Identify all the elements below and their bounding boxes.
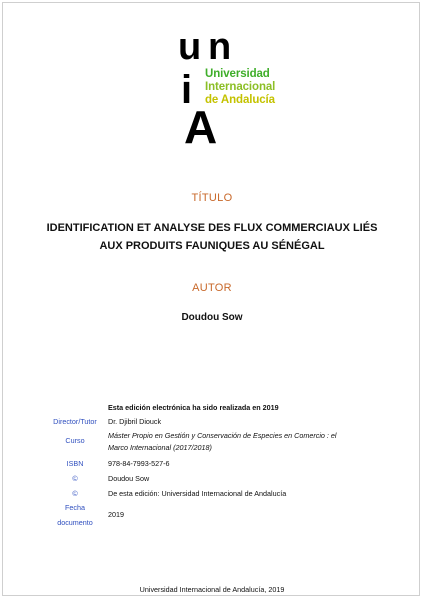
page-footer: Universidad Internacional de Andalucía, 2019	[139, 585, 285, 594]
director-label: Director/Tutor	[53, 417, 97, 426]
edition-note: Esta edición electrónica ha sido realizada en 2019	[108, 403, 279, 412]
copyright-symbol-1: ©	[72, 474, 78, 483]
fecha-label-line-1: Fecha	[65, 503, 85, 512]
isbn-value: 978-84-7993-527-6	[108, 459, 170, 468]
logo-letter-a: A	[184, 101, 218, 153]
logo-letter-i: i	[181, 68, 193, 112]
autor-label: AUTOR	[192, 282, 232, 294]
curso-value-line-2: Marco Internacional (2017/2018)	[108, 443, 212, 452]
curso-value-line-1: Máster Propio en Gestión y Conservación de Especies en Comercio : el	[108, 431, 337, 440]
director-value: Dr. Djibril Diouck	[108, 417, 162, 426]
fecha-value: 2019	[108, 510, 124, 519]
isbn-label: ISBN	[66, 459, 84, 468]
curso-label: Curso	[65, 436, 85, 445]
logo-text-line-3: de Andalucía	[205, 94, 275, 106]
logo-letter-u: u	[178, 26, 201, 68]
title-line-2: AUX PRODUITS FAUNIQUES AU SÉNÉGAL	[99, 240, 325, 252]
logo-text-line-2: Internacional	[205, 81, 276, 93]
fecha-label-line-2: documento	[57, 518, 93, 527]
title-line-1: IDENTIFICATION ET ANALYSE DES FLUX COMMERCIAUX LIÉS	[46, 222, 378, 234]
copyright-edition-value: De esta edición: Universidad Internacional de Andalucía	[108, 489, 287, 498]
titulo-label: TÍTULO	[191, 192, 233, 204]
author-name: Doudou Sow	[181, 312, 243, 323]
copyright-symbol-2: ©	[72, 489, 78, 498]
copyright-author-value: Doudou Sow	[108, 474, 150, 483]
logo-text-line-1: Universidad	[205, 68, 270, 80]
logo-letter-n: n	[208, 26, 232, 68]
